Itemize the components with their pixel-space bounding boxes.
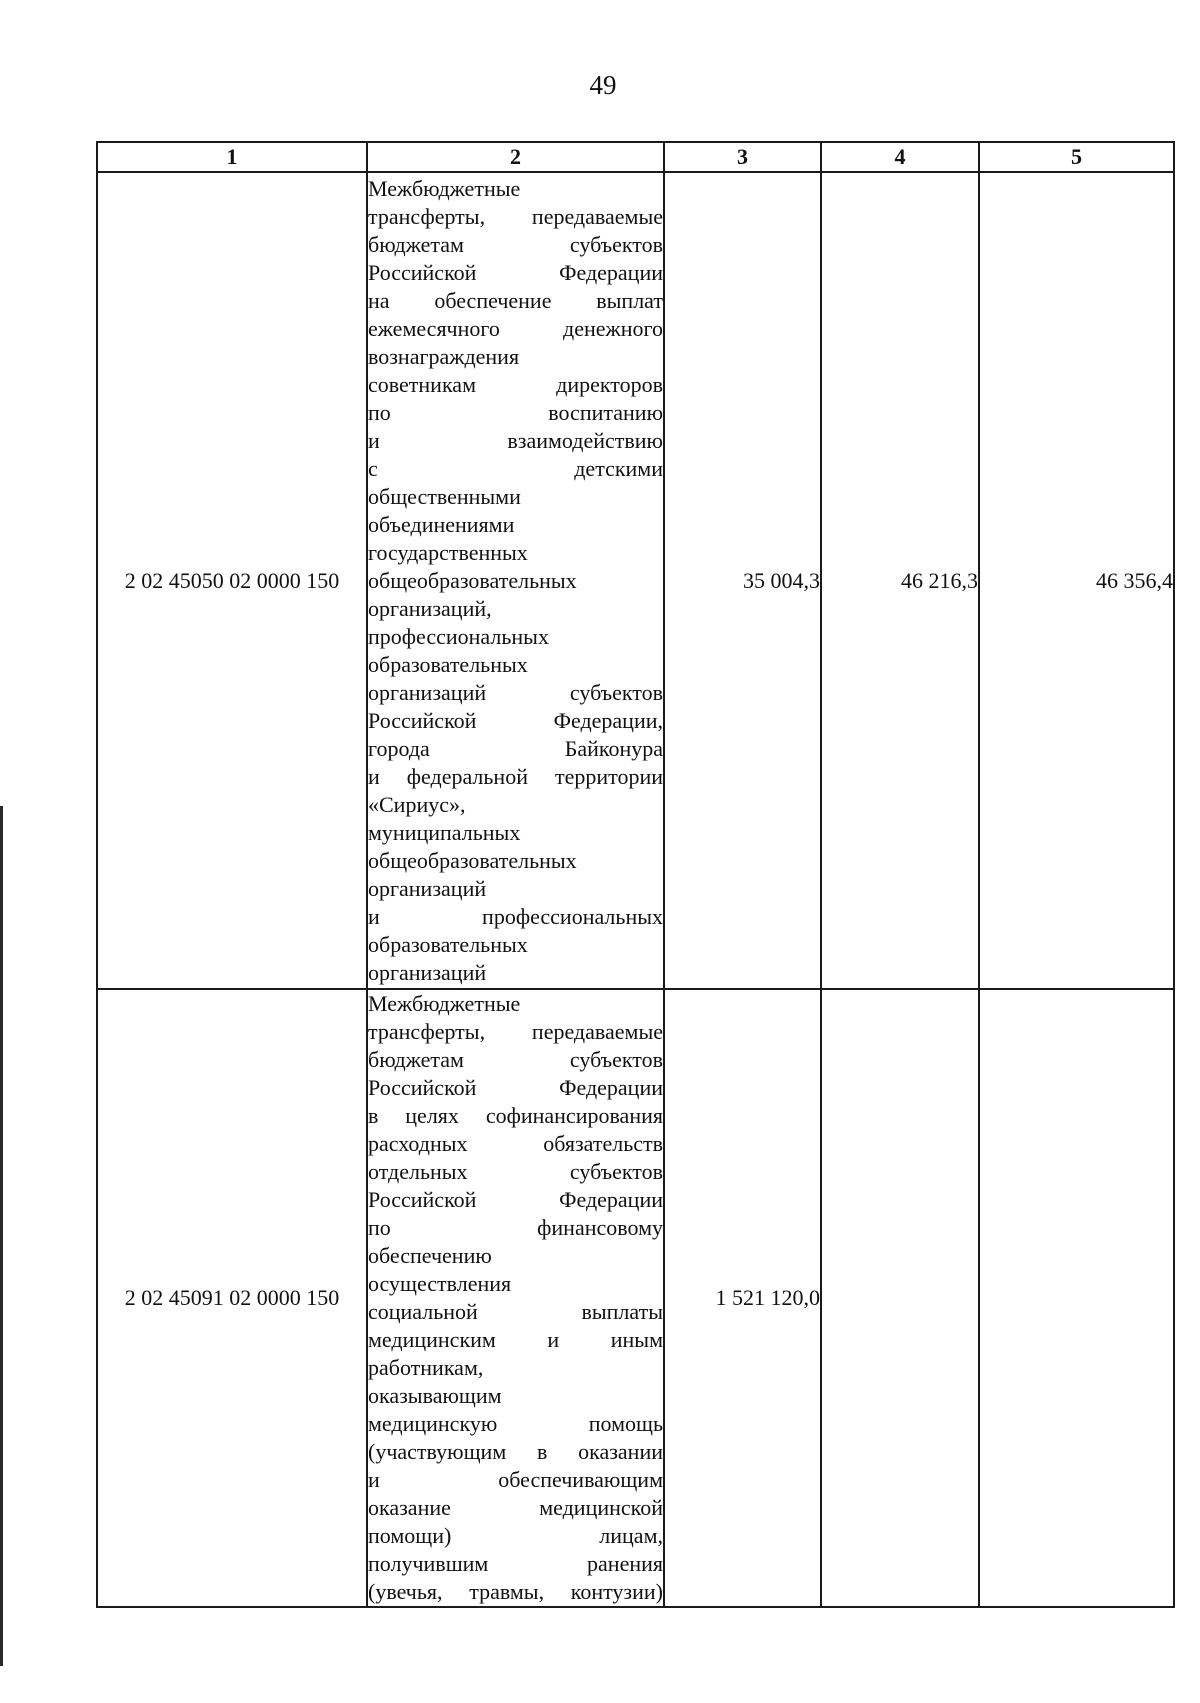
description-line: Российской Федерации	[368, 1075, 663, 1100]
description-line: бюджетам субъектов	[368, 231, 663, 257]
description-line: трансферты, передаваемые	[368, 1019, 663, 1044]
description-line: ежемесячного денежного	[368, 315, 663, 341]
description-line: Российской Федерации,	[368, 707, 663, 733]
description-line: бюджетам субъектов	[368, 1047, 663, 1072]
description-line: отдельных субъектов	[368, 1159, 663, 1184]
description-line: и федеральной территории	[368, 763, 663, 789]
page-number: 49	[589, 70, 617, 100]
row-value-col3: 1 521 120,0	[664, 989, 821, 1607]
description-line: работникам,	[368, 1355, 484, 1380]
description-line: по воспитанию	[368, 399, 663, 425]
description-line: оказание медицинской	[368, 1495, 663, 1520]
table-row	[97, 989, 1174, 1607]
description-line: советникам директоров	[368, 371, 663, 397]
row-description	[367, 989, 664, 1607]
row-value-col5	[979, 989, 1174, 1607]
description-line: расходных обязательств	[368, 1131, 663, 1156]
row-value-col4	[821, 989, 979, 1607]
description-line: в целях софинансирования	[368, 1103, 663, 1128]
header-col-4: 4	[821, 142, 979, 172]
description-line: организаций	[368, 875, 487, 901]
header-col-2: 2	[367, 142, 664, 172]
header-col-1: 1	[97, 142, 367, 172]
description-line: и обеспечивающим	[368, 1467, 663, 1492]
description-line: объединениями	[368, 511, 515, 537]
budget-table	[96, 141, 1175, 1608]
description-line: «Сириус»,	[368, 791, 466, 817]
description-line: Российской Федерации	[368, 1187, 663, 1212]
row-value-col3: 35 004,3	[664, 172, 821, 989]
description-line: осуществления	[368, 1271, 512, 1296]
description-line: государственных	[368, 539, 528, 565]
description-line: Российской Федерации	[368, 259, 663, 285]
description-line: образовательных	[368, 931, 528, 957]
description-line: муниципальных	[368, 819, 521, 845]
description-line: (участвующим в оказании	[368, 1439, 663, 1464]
header-col-5: 5	[979, 142, 1174, 172]
description-line: по финансовому	[368, 1215, 663, 1240]
description-line: (увечья, травмы, контузии)	[368, 1579, 663, 1604]
description-line: Межбюджетные	[368, 991, 521, 1016]
scan-edge-line	[0, 806, 3, 1666]
description-line: вознаграждения	[368, 343, 520, 369]
description-line: помощи) лицам,	[368, 1523, 663, 1548]
header-col-3: 3	[664, 142, 821, 172]
row-value-col4: 46 216,3	[821, 172, 979, 989]
description-line: медицинскую помощь	[368, 1411, 663, 1436]
row-code: 2 02 45091 02 0000 150	[97, 989, 367, 1607]
description-line: на обеспечение выплат	[368, 287, 663, 313]
description-line: Межбюджетные	[368, 175, 521, 201]
description-line: города Байконура	[368, 735, 663, 761]
description-line: образовательных	[368, 651, 528, 677]
description-line: медицинским и иным	[368, 1327, 663, 1352]
description-line: общеобразовательных	[368, 567, 577, 593]
description-line: получившим ранения	[368, 1551, 663, 1576]
description-line: и профессиональных	[368, 903, 663, 929]
row-code: 2 02 45050 02 0000 150	[97, 172, 367, 989]
description-line: социальной выплаты	[368, 1299, 663, 1324]
row-value-col5: 46 356,4	[979, 172, 1174, 989]
description-line: оказывающим	[368, 1383, 502, 1408]
table-header-row	[97, 142, 1174, 172]
description-line: организаций субъектов	[368, 679, 663, 705]
description-line: общеобразовательных	[368, 847, 577, 873]
description-line: с детскими	[368, 455, 663, 481]
description-line: и взаимодействию	[368, 427, 663, 453]
description-line: профессиональных	[368, 623, 549, 649]
description-line: трансферты, передаваемые	[368, 203, 663, 229]
page-number-wrap	[0, 70, 1200, 101]
description-line: обеспечению	[368, 1243, 492, 1268]
table-row	[97, 172, 1174, 989]
description-line: организаций,	[368, 595, 492, 621]
row-description	[367, 172, 664, 989]
description-line: организаций	[368, 959, 487, 985]
description-line: общественными	[368, 483, 521, 509]
